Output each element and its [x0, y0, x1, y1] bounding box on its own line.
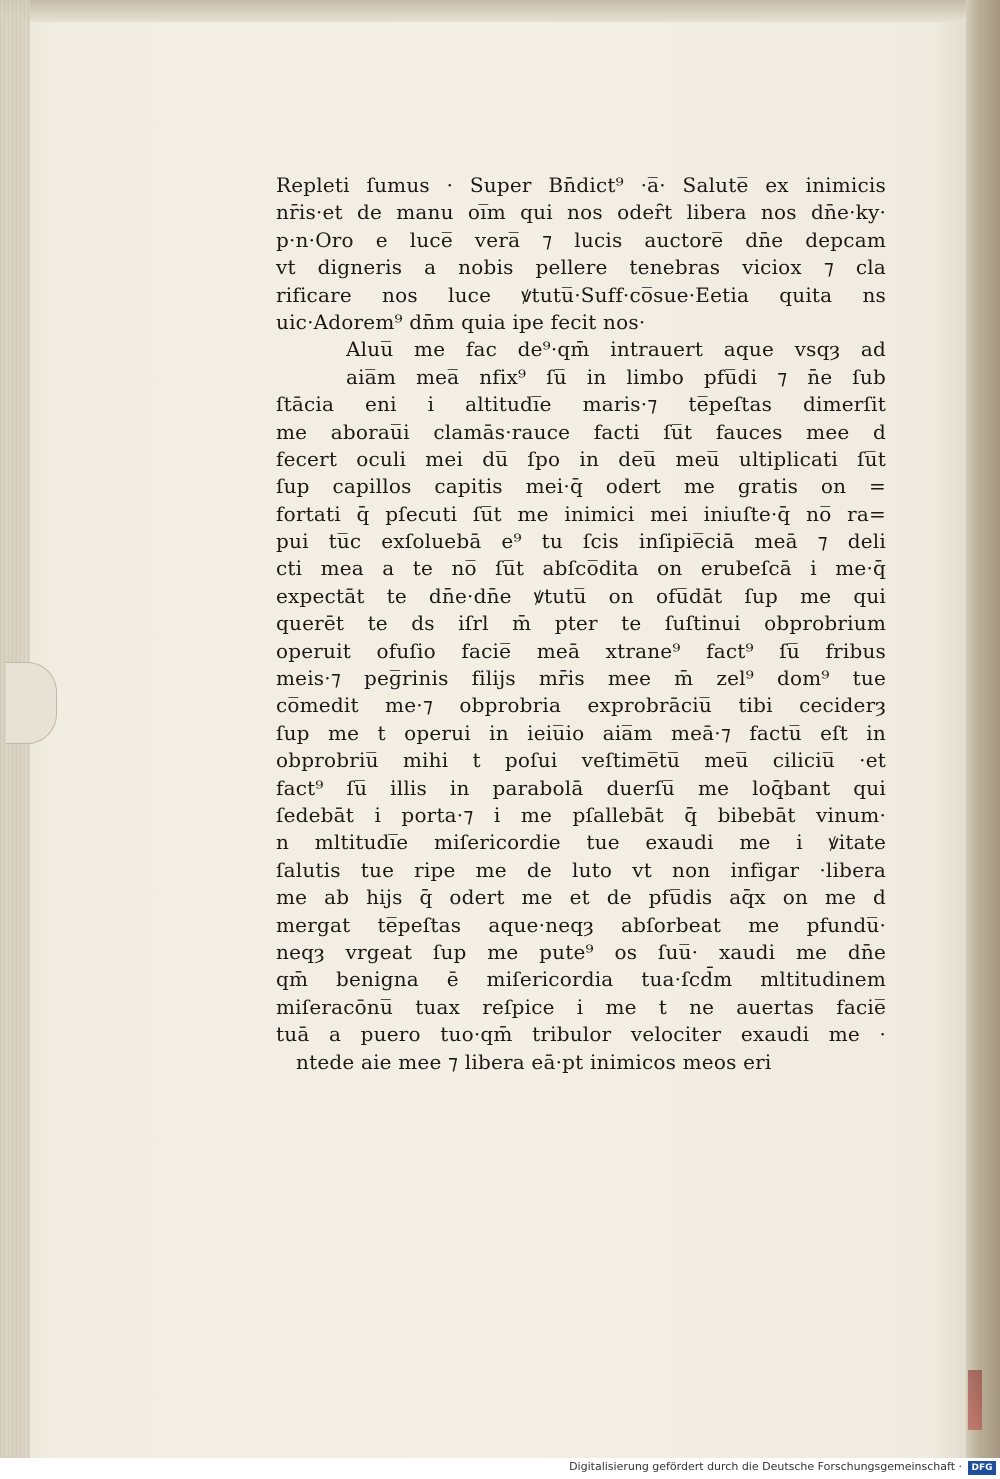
text-line: expectāt te dn̄e·dn̄e ꝟtutu̅ on ofu̅dāt ſup me qui: [276, 583, 886, 608]
text-line: me ab hijs q̄ odert me et de pfu̅dis aq̄x on me d: [276, 885, 886, 910]
text-line: co̅medit me·⁊ obprobria exprobrāciu̅ tibi ceciderȝ: [276, 693, 886, 718]
text-line: n mltitudi̅e miſericordie tue exaudi me i ꝟitate: [276, 830, 886, 855]
footer-bar: [0, 1458, 1000, 1479]
printed-text-block: [276, 172, 886, 1076]
text-line: ſup capillos capitis mei·q̄ odert me gratis on =: [276, 474, 886, 499]
text-line: vt digneris a nobis pellere tenebras viciox ⁊ cla: [276, 255, 886, 280]
text-line: Repleti ſumus · Super Bn̄dict⁹ ·a̅· Salute̅ ex inimicis: [276, 173, 886, 197]
text-line: obprobriu̅ mihi t poſui veſtime̅tu̅ meu̅ ciliciu̅ ·et: [276, 748, 886, 773]
text-line: nr̄is·et de manu oi̅m qui nos odeȓt libera nos dn̄e·ky·: [276, 200, 886, 225]
book-spine-edge: [966, 0, 1000, 1458]
text-line: mergat te̅peſtas aque·neqȝ abſorbeat me pfundu̅·: [276, 912, 886, 937]
text-line: cti mea a te no̅ ſu̅t abſco̅dita on erubeſcā i me·q̄: [276, 556, 886, 581]
text-line: uic·Adorem⁹ dn̄m quia ipe fecit nos·: [276, 309, 646, 334]
text-line: ſedebāt i porta·⁊ i me pſallebāt q̄ bibebāt vinum·: [276, 802, 886, 827]
text-line: qm̄ benigna ē miſericordia tua·ſcd̄m mltitudinem: [276, 967, 886, 992]
text-line: me aborau̅i clamās·rauce facti ſu̅t fauces mee d: [276, 419, 886, 444]
red-edge-mark: [968, 1370, 982, 1430]
footer-credit: Digitalisierung gefördert durch die Deutsche Forschungsgemeinschaft ·: [569, 1460, 962, 1473]
dfg-logo: DFG: [968, 1461, 996, 1475]
text-line: tuā a puero tuo·qm̄ tribulor velociter exaudi me ·: [276, 1022, 886, 1047]
text-line: neqȝ vrgeat ſup me pute⁹ os ſuu̅· xaudi me dn̄e: [276, 939, 886, 964]
text-line: operuit ofuſio facie̅ meā xtrane⁹ fact⁹ ſu̅ fribus: [276, 638, 886, 663]
text-line: miſeracōnu̅ tuax reſpice i me t ne auertas facie̅: [276, 994, 886, 1019]
text-line: aia̅m mea̅ nfix⁹ ſu̅ in limbo pfu̅di ⁊ n̄e ſub: [346, 364, 886, 389]
text-line: fact⁹ ſu̅ illis in parabolā duerſu̅ me loq̄bant qui: [276, 775, 886, 800]
text-line: pui tu̅c exſoluebā e⁹ tu ſcis inſipie̅ciā meā ⁊ deli: [276, 529, 886, 554]
text-line: querēt te ds iſrl m̄ pter te ſuſtinui obprobrium: [276, 611, 886, 636]
text-line: ntede aie mee ⁊ libera eā·pt inimicos meos eri: [296, 1049, 772, 1074]
text-line: p·n·Oro e luce̅ vera̅ ⁊ lucis auctore̅ dn̄e depcam: [276, 227, 886, 252]
text-line: rificare nos luce ꝟtutu̅·Suff·co̅sue·Eetia quita ns: [276, 282, 886, 307]
text-line: meis·⁊ peg̅rinis filijs mr̄is mee m̄ zel⁹ dom⁹ tue: [276, 666, 886, 691]
text-line: ſup me t operui in ieiu̅io aia̅m meā·⁊ factu̅ eſt in: [276, 720, 886, 745]
text-line: fecert oculi mei du̅ ſpo in deu̅ meu̅ ultiplicati ſu̅t: [276, 446, 886, 471]
bookmark-tab: [6, 662, 57, 744]
text-line: fortati q̄ pſecuti ſu̅t me inimici mei iniuſte·q̄ no̅ ra=: [276, 501, 886, 526]
text-line: ſtācia eni i altitudi̅e maris·⁊ te̅peſtas dimerſit: [276, 392, 886, 417]
text-line: Aluu̅ me fac de⁹·qm̄ intrauert aque vsqȝ ad: [346, 337, 886, 362]
text-line: ſalutis tue ripe me de luto vt non infigar ·libera: [276, 857, 886, 882]
page-top-edge: [0, 0, 1000, 22]
